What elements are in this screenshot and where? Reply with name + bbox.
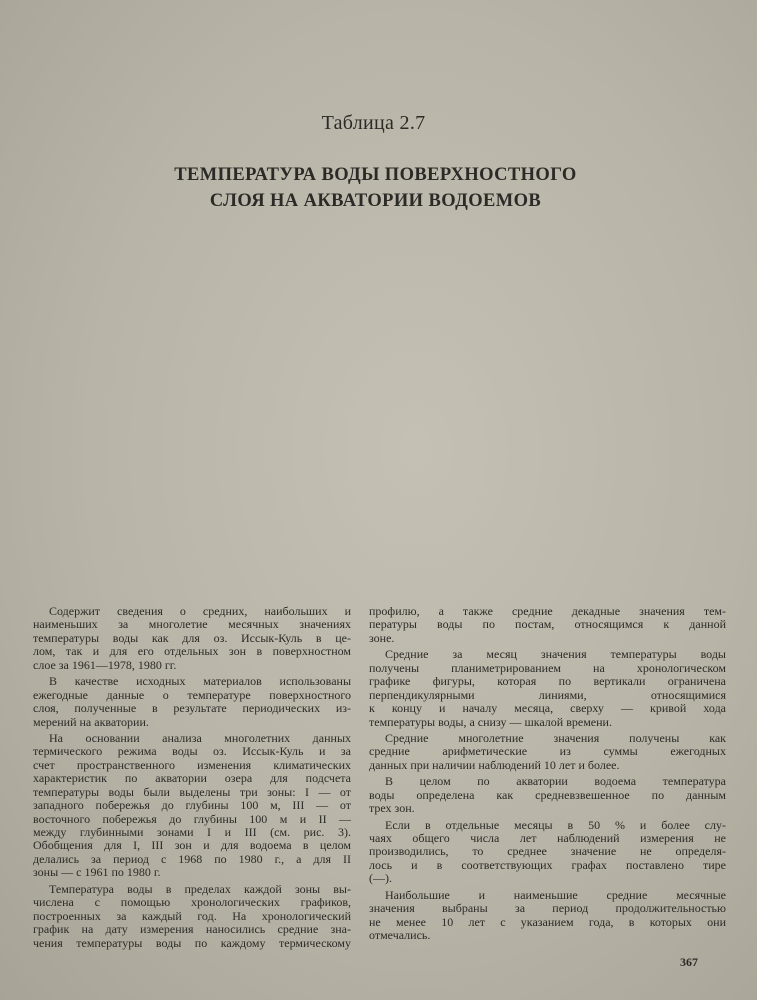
text-line: слоя, полученные в результате периодических из- <box>33 701 351 716</box>
text-line: Если в отдельные месяцы в 50 % и более слу- <box>385 817 726 832</box>
text-line: Температура воды в пределах каждой зоны вы- <box>49 881 351 896</box>
text-line: получены планиметрированием на хронологическом <box>369 660 726 675</box>
text-line: Средние многолетние значения получены как <box>385 730 726 745</box>
text-line: ежегодные данные о температуре поверхностного <box>33 687 351 702</box>
page-number: 367 <box>680 955 698 969</box>
text-line: трех зон. <box>369 801 415 816</box>
text-line: пературы воды по постам, относящимся к данной <box>369 617 726 632</box>
text-line: Наибольшие и наименьшие средние месячные <box>385 887 726 902</box>
text-line: температуры воды как для оз. Иссык-Куль в це- <box>33 630 351 645</box>
paragraph <box>33 675 351 729</box>
paragraph <box>369 889 726 943</box>
heading-line: СЛОЯ НА АКВАТОРИИ ВОДОЕМОВ <box>209 191 542 211</box>
text-line: делались за период с 1968 по 1980 г., а для II <box>33 851 351 866</box>
left-text-column <box>33 605 351 953</box>
text-line: западного побережья до глубины 100 м, III — от <box>33 798 351 813</box>
text-line: счет пространственного изменения климатических <box>33 757 351 772</box>
text-line: профилю, а также средние декадные значения тем- <box>369 604 726 618</box>
paragraph <box>33 605 351 672</box>
paragraph <box>33 883 351 950</box>
heading-line: ТЕМПЕРАТУРА ВОДЫ ПОВЕРХНОСТНОГО <box>174 165 577 185</box>
paragraph <box>33 732 351 880</box>
text-line: характеристик по акватории озера для подсчета <box>33 771 351 786</box>
text-line: температуры воды, а снизу — шкалой времени. <box>369 714 612 729</box>
text-line: Обобщения для I, III зон и для водоема в целом <box>33 838 351 853</box>
paragraph <box>369 605 726 645</box>
text-line: значения выбраны за период продолжительностью <box>369 901 726 916</box>
text-line: слое за 1961—1978, 1980 гг. <box>33 657 177 672</box>
text-line: данных при наличии наблюдений 10 лет и более. <box>369 757 620 772</box>
paragraph <box>369 819 726 886</box>
text-line: отмечались. <box>369 928 431 943</box>
text-line: восточного побережья до глубины 100 м и II — <box>33 811 351 826</box>
table-label <box>0 112 757 135</box>
text-line: лось и в соответствующих графах поставлено тире <box>369 857 726 872</box>
page-heading <box>0 162 757 214</box>
text-line: графике фигуры, которая по вертикали ограничена <box>369 674 726 689</box>
text-line: средние арифметические из суммы ежегодных <box>369 744 726 759</box>
text-line: график на дату измерения наносились средние зна- <box>33 922 351 937</box>
right-text-column <box>369 605 726 946</box>
paragraph <box>369 732 726 772</box>
text-line: температуры воды были выделены три зоны: I — от <box>33 784 351 799</box>
text-line: В качестве исходных материалов использованы <box>49 674 351 689</box>
paragraph <box>369 775 726 815</box>
text-line: воды определена как средневзвешенное по данным <box>369 787 726 802</box>
paragraph <box>369 648 726 729</box>
text-line: зоны — с 1961 по 1980 г. <box>33 865 161 880</box>
text-line: не менее 10 лет с указанием года, в которых они <box>369 914 726 929</box>
text-line: перпендикулярными линиями, относящимися <box>369 687 726 702</box>
text-line: к концу и началу месяца, сверху — кривой хода <box>369 701 726 716</box>
text-line: зоне. <box>369 630 395 645</box>
text-line: производились, то среднее значение не определя- <box>369 844 726 859</box>
text-line: В целом по акватории водоема температура <box>385 774 726 789</box>
text-line: лом, так и для его отдельных зон в поверхностном <box>33 644 351 659</box>
text-line: наименьших за многолетие месячных значениях <box>33 617 351 632</box>
text-line: чаях общего числа лет наблюдений измерения не <box>369 831 726 845</box>
text-line: Средние за месяц значения температуры воды <box>385 647 726 662</box>
text-line: между глубинными зонами I и III (см. рис. 3). <box>33 825 351 839</box>
text-line: На основании анализа многолетних данных <box>49 730 351 745</box>
text-line: термического режима воды оз. Иссык-Куль и за <box>33 744 351 759</box>
text-line: мерений на акватории. <box>33 714 149 729</box>
text-line: числена с помощью хронологических графиков, <box>33 895 351 910</box>
table-label-text: Таблица 2.7 <box>321 112 426 134</box>
text-line: построенных за каждый год. На хронологический <box>33 908 351 923</box>
text-line: Содержит сведения о средних, наибольших и <box>49 604 351 618</box>
text-line: (—). <box>369 871 392 886</box>
text-line: чения температуры воды по каждому термическому <box>33 935 351 950</box>
